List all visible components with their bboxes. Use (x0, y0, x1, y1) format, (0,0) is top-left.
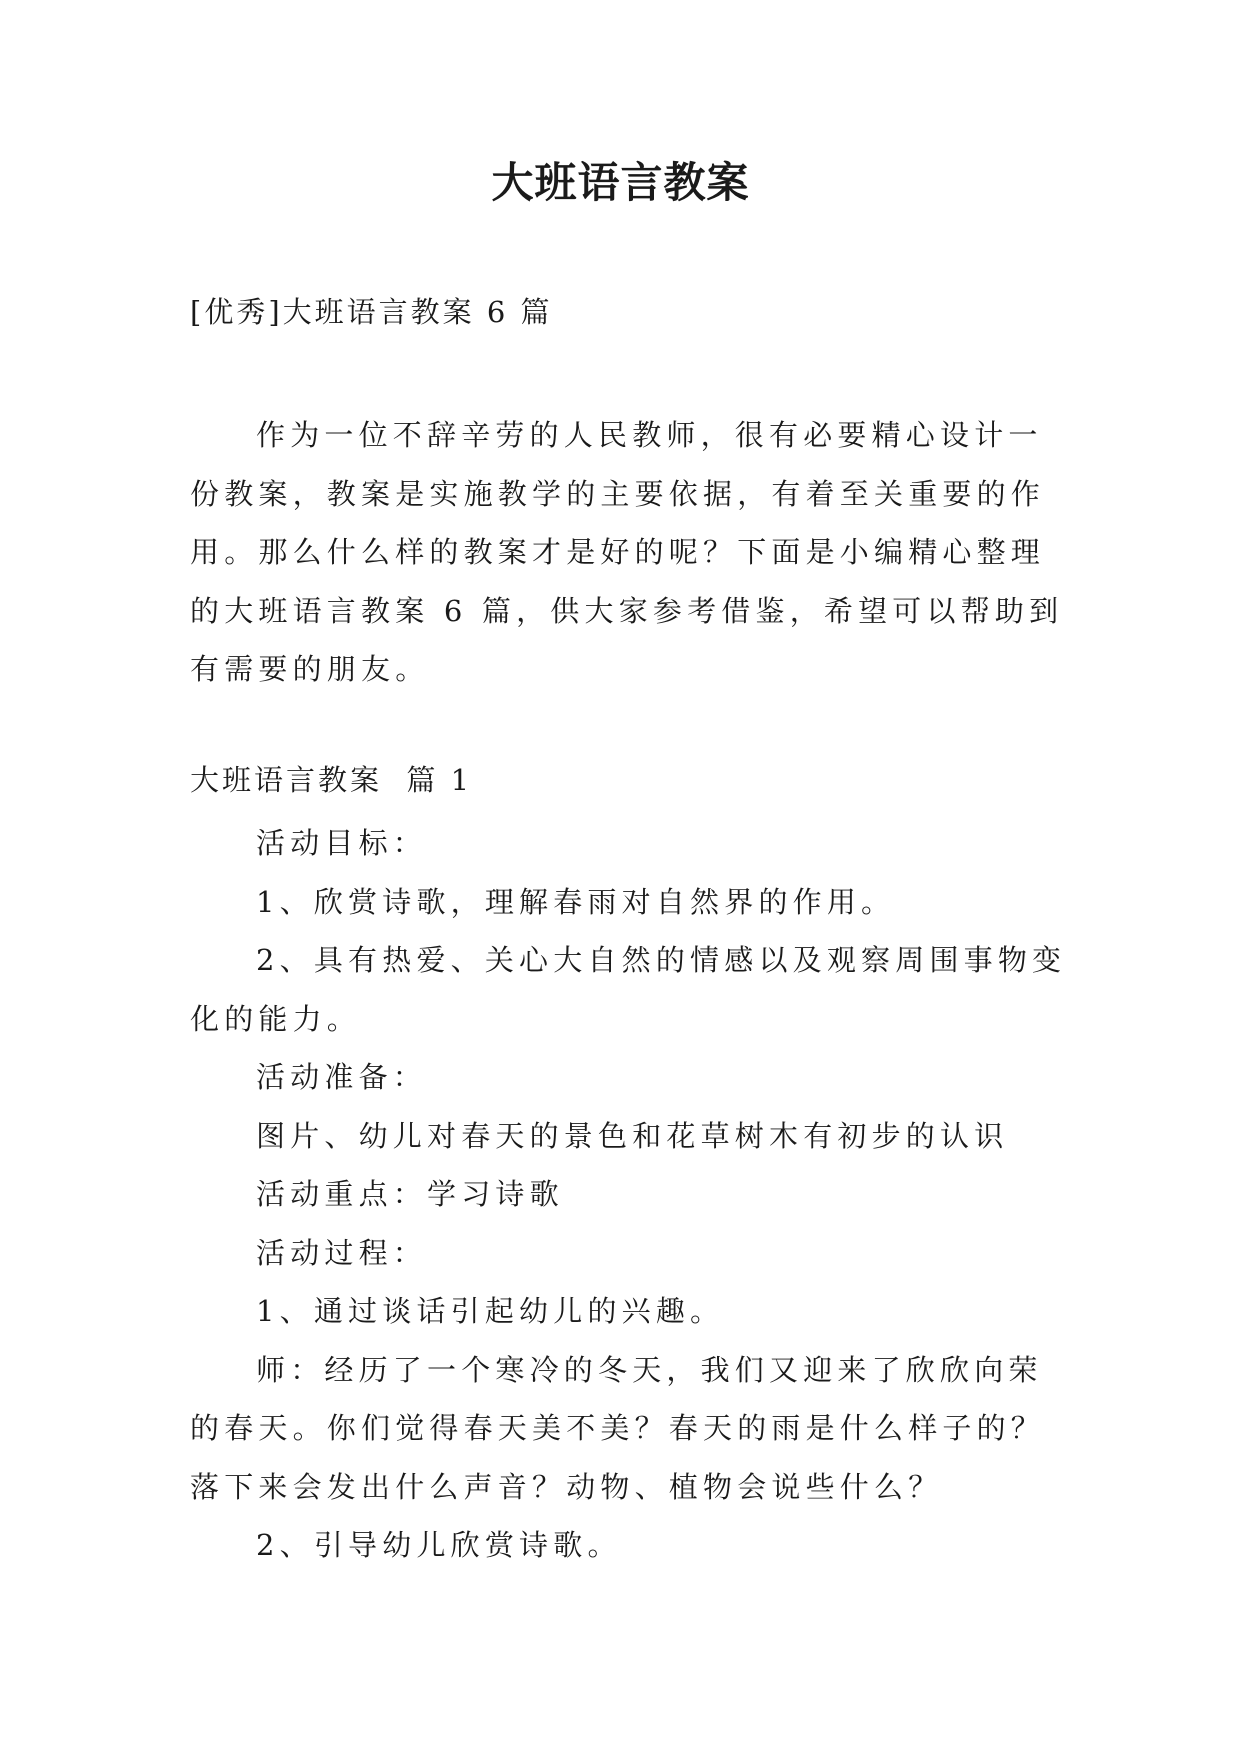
paragraph-process-2: 2、引导幼儿欣赏诗歌。 (256, 1528, 622, 1562)
paragraph-teacher-dialogue: 师：经历了一个寒冷的冬天，我们又迎来了欣欣向荣的春天。你们觉得春天美不美？春天的雨是什么样子的？落下来会发出什么声音？动物、植物会说些什么？ (190, 1352, 1046, 1504)
paragraph-goal-1: 1、欣赏诗歌，理解春雨对自然界的作用。 (256, 884, 896, 919)
section-heading: 大班语言教案 篇 1 (190, 763, 473, 797)
document-title: 大班语言教案 (491, 158, 750, 207)
paragraph-activity-goals: 活动目标： (256, 826, 428, 860)
paragraph-activity-focus: 活动重点：学习诗歌 (256, 1177, 564, 1211)
section-body (190, 814, 1070, 1575)
paragraph-activity-process: 活动过程： (256, 1235, 428, 1270)
intro-paragraph: 作为一位不辞辛劳的人民教师，很有必要精心设计一份教案，教案是实施教学的主要依据，有着至关重要的作用。那么什么样的教案才是好的呢？下面是小编精心整理的大班语言教案 6 篇，供大家参考借鉴，希望可以帮助到有需要的朋友。 (190, 418, 1064, 686)
paragraph-prep-detail: 图片、幼儿对春天的景色和花草树木有初步的认识 (256, 1118, 1009, 1153)
paragraph-process-1: 1、通过谈话引起幼儿的兴趣。 (256, 1294, 725, 1328)
document-subtitle: [优秀]大班语言教案 6 篇 (190, 295, 553, 329)
paragraph-activity-prep: 活动准备： (256, 1060, 428, 1094)
paragraph-goal-2: 2、具有热爱、关心大自然的情感以及观察周围事物变化的能力。 (190, 943, 1067, 1036)
